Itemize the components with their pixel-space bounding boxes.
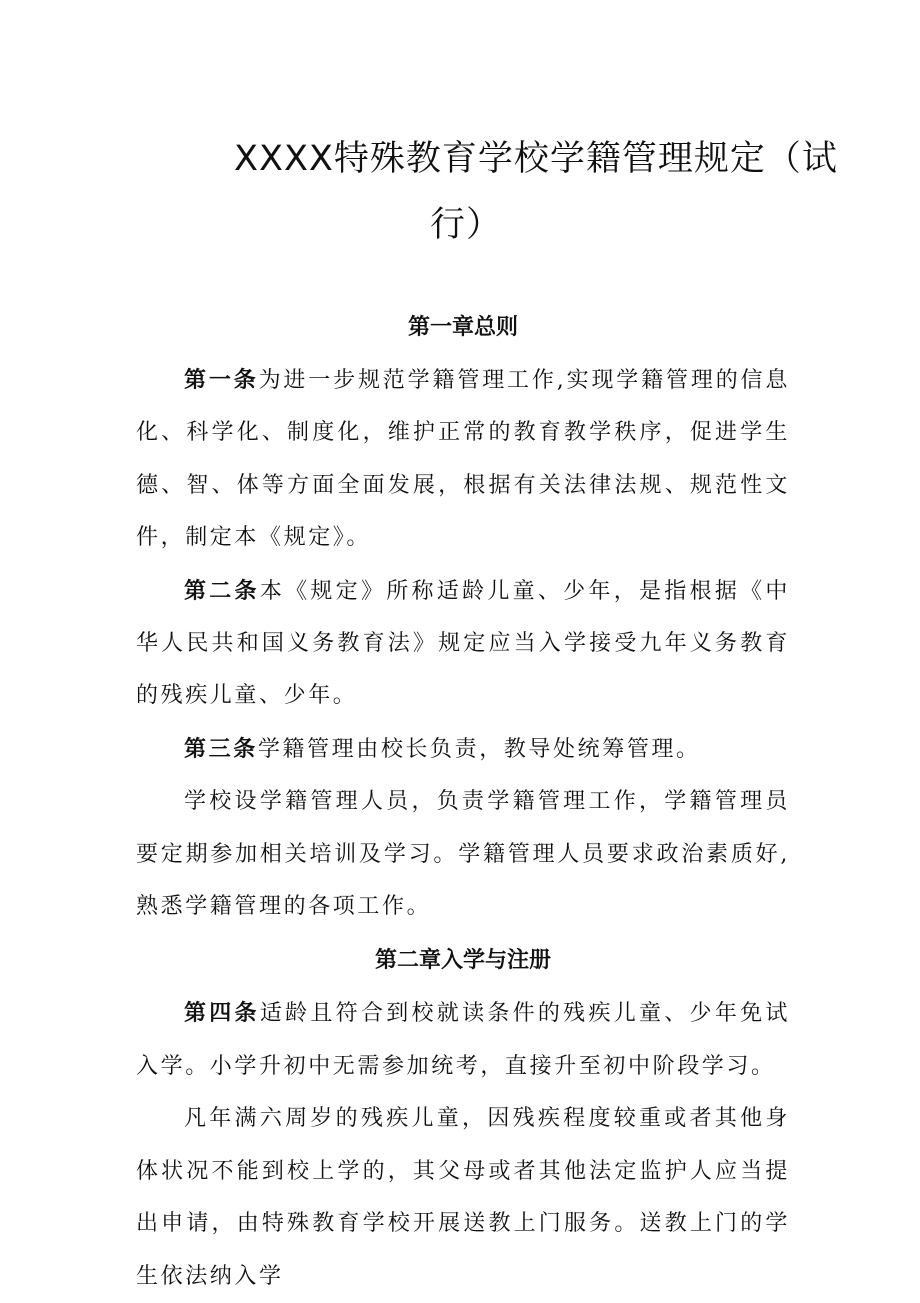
- article-text: 学籍管理由校长负责，教导处统筹管理。: [257, 736, 701, 762]
- article-text: 适龄且符合到校就读条件的残疾儿童、少年免试入学。小学升初中无需参加统考，直接升至初中阶段学习。: [136, 1001, 790, 1079]
- article-paragraph: [136, 987, 790, 1093]
- body-paragraph: 凡年满六周岁的残疾儿童，因残疾程度较重或者其他身体状况不能到校上学的，其父母或者其他法定监护人应当提出申请，由特殊教育学校开展送教上门服务。送教上门的学生依法纳入学: [136, 1106, 790, 1289]
- title-line-1: XXXX特殊教育学校学籍管理规定（试: [234, 139, 838, 179]
- article-paragraph: [136, 354, 790, 565]
- article-label: 第四条: [184, 1000, 260, 1027]
- document-title: [190, 126, 838, 258]
- article-paragraph: [136, 723, 790, 776]
- article-label: 第三条: [184, 735, 258, 762]
- article-paragraph: [136, 565, 790, 723]
- title-line-2: 行）: [430, 205, 503, 245]
- article-text: 本《规定》所称适龄儿童、少年，是指根据《中华人民共和国义务教育法》规定应当入学接受九年义务教育的残疾儿童、少年。: [136, 578, 790, 709]
- article-text: 为进一步规范学籍管理工作,实现学籍管理的信息化、科学化、制度化，维护正常的教育教学秩序，促进学生德、智、体等方面全面发展，根据有关法律法规、规范性文件，制定本《规定》。: [136, 368, 790, 551]
- body-paragraph: 学校设学籍管理人员，负责学籍管理工作，学籍管理员要定期参加相关培训及学习。学籍管理人员要求政治素质好,熟悉学籍管理的各项工作。: [136, 789, 790, 920]
- document-body: [136, 300, 790, 1303]
- article-label: 第二条: [184, 577, 260, 604]
- chapter-heading: 第一章总则: [407, 314, 518, 340]
- article-label: 第一条: [184, 367, 259, 393]
- chapter-heading: 第二章入学与注册: [374, 947, 551, 974]
